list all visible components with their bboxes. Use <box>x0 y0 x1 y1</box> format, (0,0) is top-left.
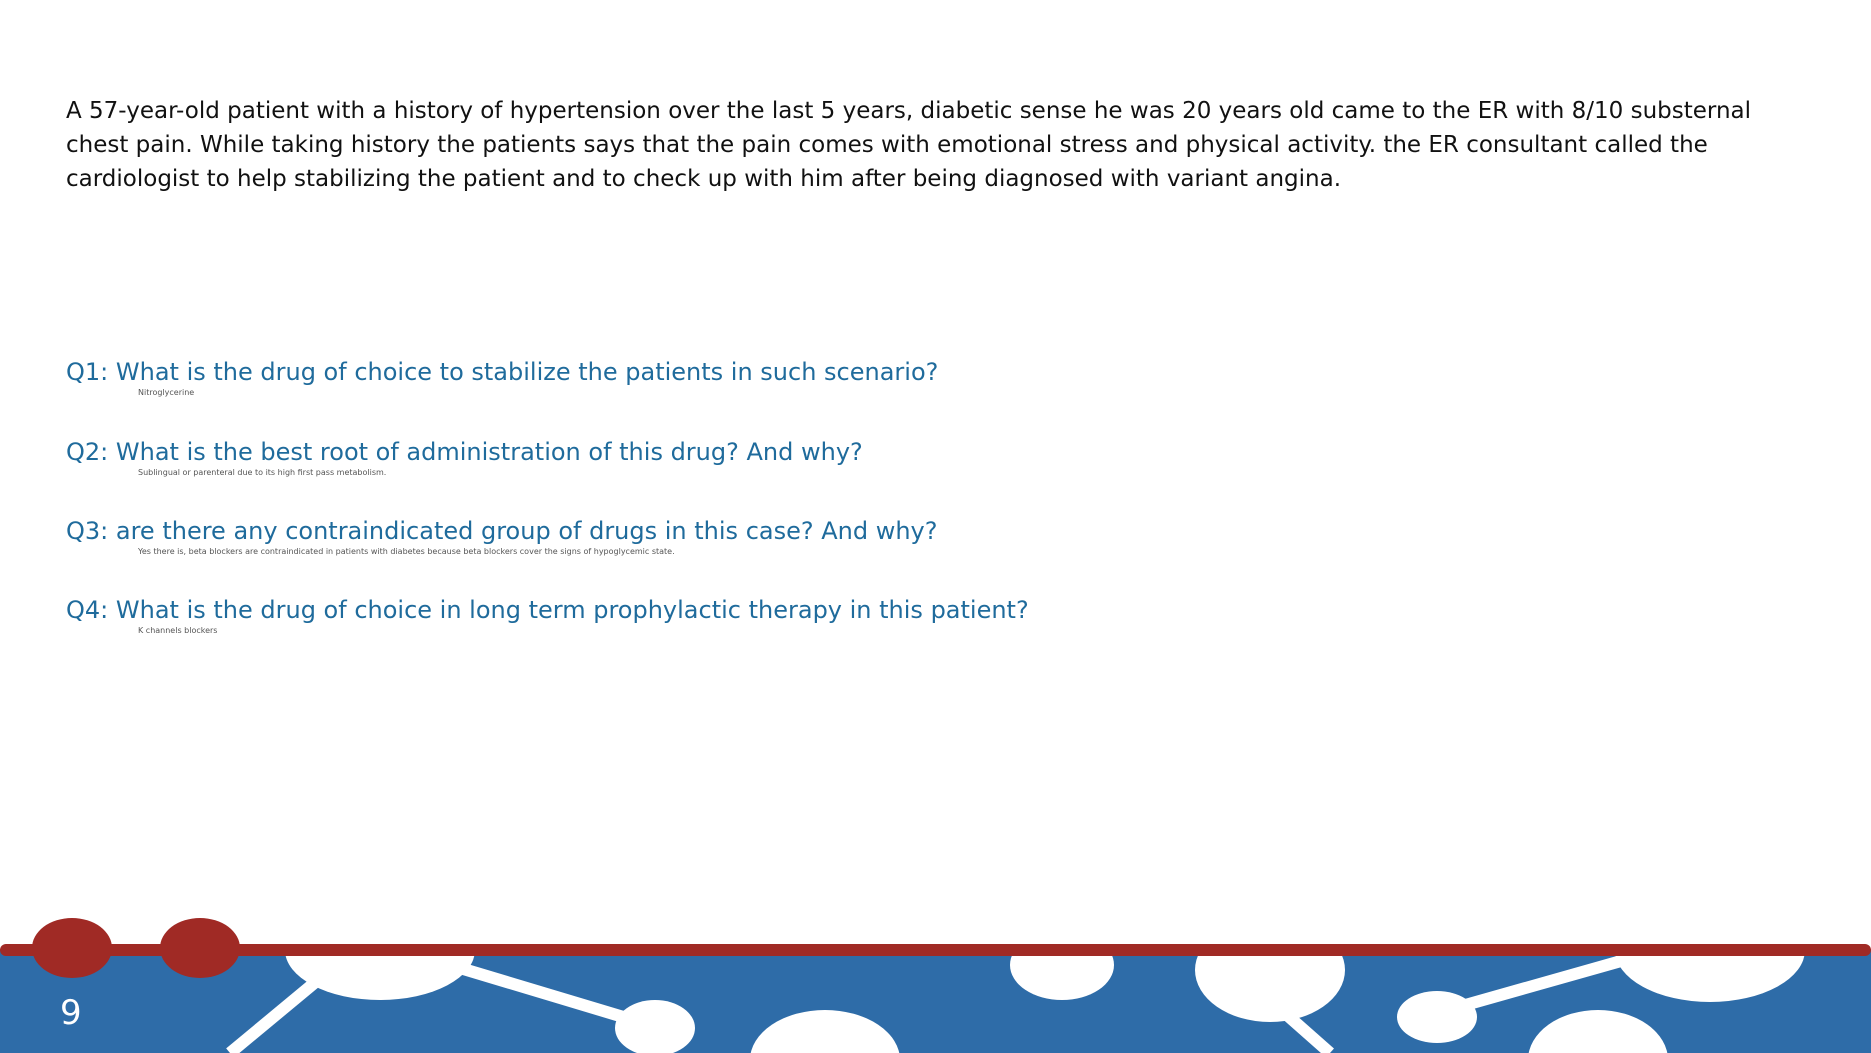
answer-4: K channels blockers <box>138 626 218 635</box>
qa-item-2 <box>66 437 1466 479</box>
footer-red-bar <box>0 944 1871 956</box>
question-1: Q1: What is the drug of choice to stabilize the patients in such scenario? <box>66 358 939 386</box>
case-scenario-text: A 57-year-old patient with a history of hypertension over the last 5 years, diabetic sense he was 20 years old came to the ER with 8/10 substernal chest pain. While taking history the patients says that the pain comes with emotional stress and physical activity. the ER consultant called the cardiologist to help stabilizing the patient and to check up with him after being diagnosed with variant angina. <box>66 98 1752 192</box>
qa-item-3 <box>66 516 1466 558</box>
answer-1: Nitroglycerine <box>138 388 195 397</box>
answer-2: Sublingual or parenteral due to its high first pass metabolism. <box>138 468 387 477</box>
footer-red-circle-2 <box>160 918 240 978</box>
page-number: 9 <box>60 993 82 1033</box>
question-4: Q4: What is the drug of choice in long term prophylactic therapy in this patient? <box>66 596 1029 624</box>
qa-item-4 <box>66 595 1466 637</box>
answer-3: Yes there is, beta blockers are contraindicated in patients with diabetes because beta blockers cover the signs of hypoglycemic state. <box>138 547 675 556</box>
question-2: Q2: What is the best root of administration of this drug? And why? <box>66 438 863 466</box>
footer-red-circle-1 <box>32 918 112 978</box>
qa-item-1 <box>66 357 1466 399</box>
footer-decoration <box>0 910 1871 1053</box>
question-3: Q3: are there any contraindicated group of drugs in this case? And why? <box>66 517 938 545</box>
